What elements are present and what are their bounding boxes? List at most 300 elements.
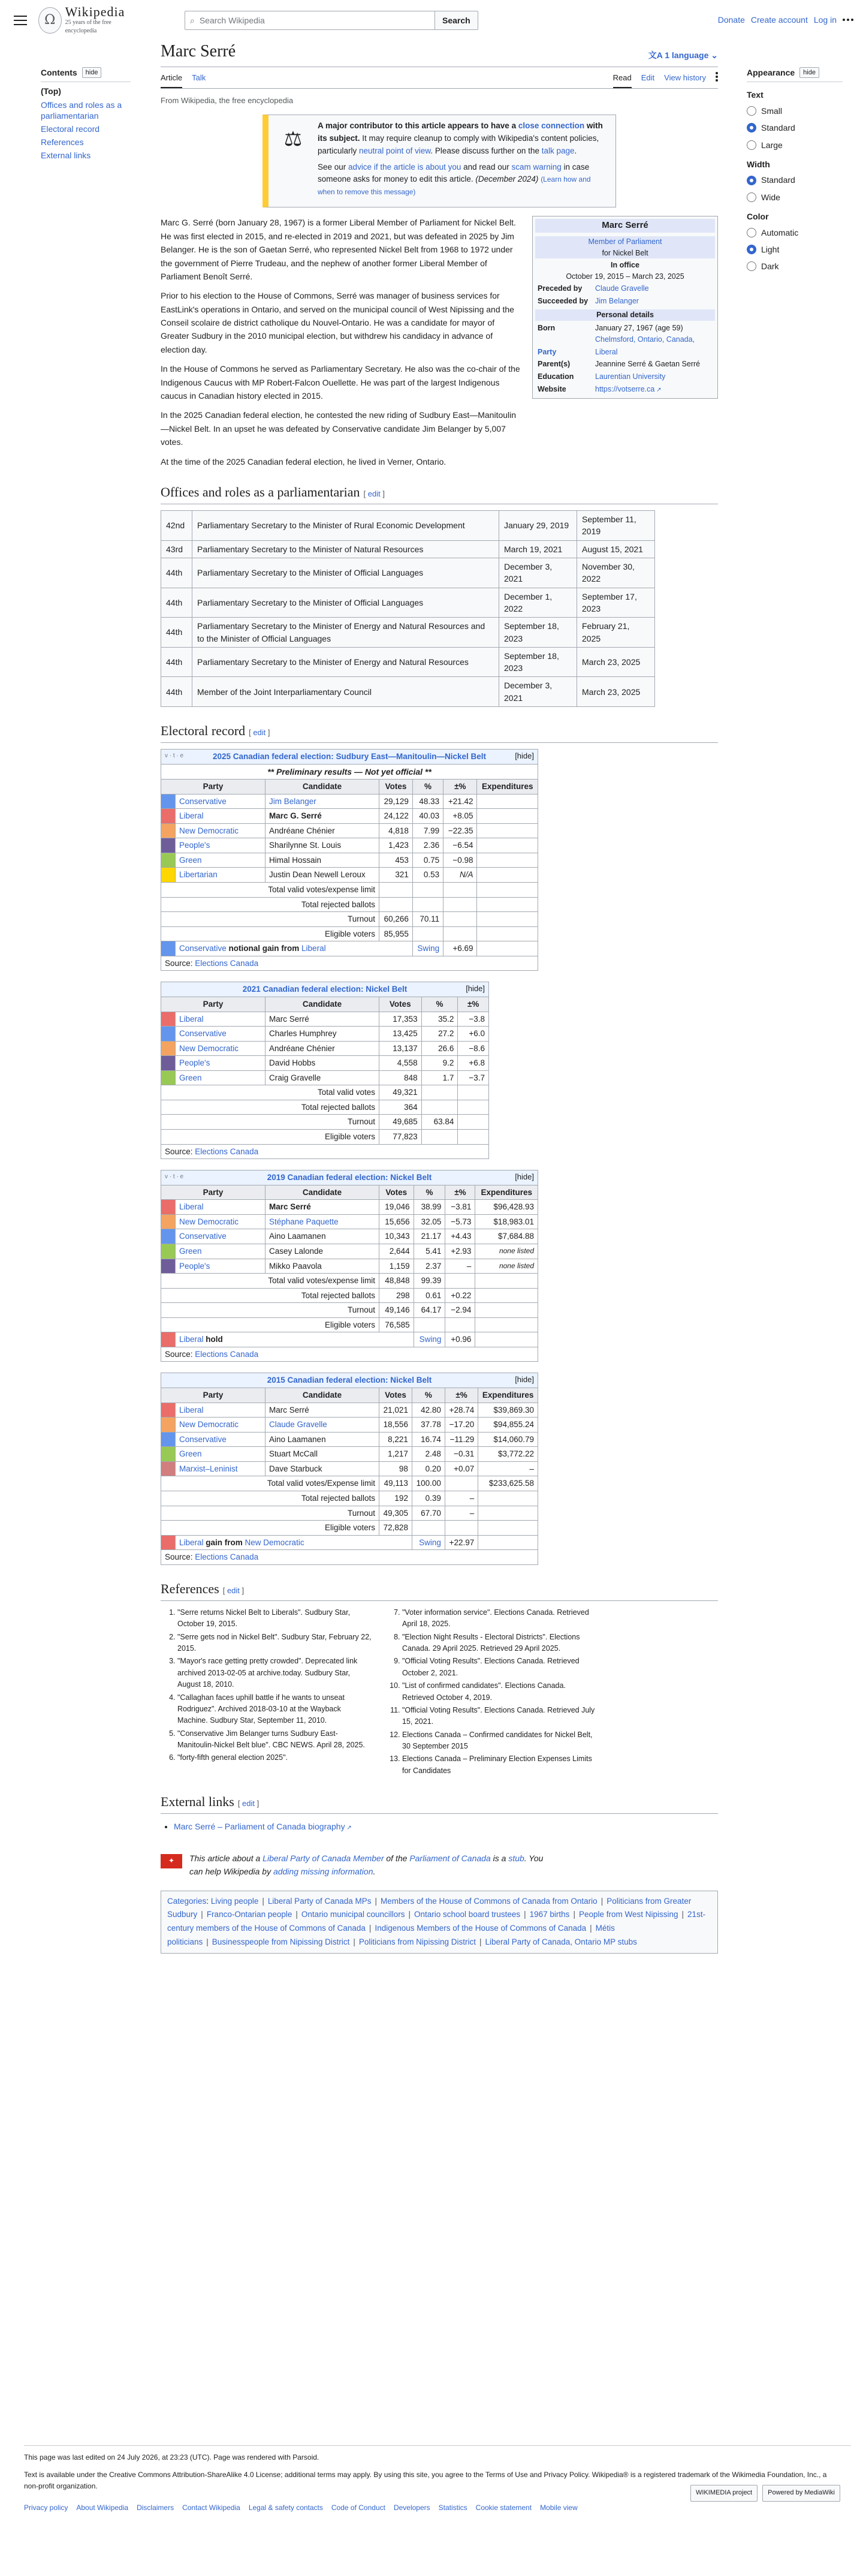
- reference-item: 13. Elections Canada – Preliminary Election Expenses Limits for Candidates: [402, 1753, 598, 1777]
- totals-label: Total rejected ballots: [161, 897, 379, 912]
- pct-cell: 2.37: [414, 1259, 445, 1274]
- party-color-swatch: [161, 1244, 176, 1259]
- expenditure-cell: [475, 1274, 538, 1289]
- votes-cell: 1,159: [379, 1259, 414, 1274]
- expenditure-cell: [475, 1288, 538, 1303]
- category-link[interactable]: Businesspeople from Nipissing District: [212, 1937, 350, 1947]
- table-of-contents: [41, 66, 131, 164]
- column-header: ±%: [445, 1185, 475, 1200]
- chg-cell: −8.6: [458, 1041, 489, 1056]
- expenditure-cell: none listed: [475, 1259, 538, 1274]
- swing-value: +22.97: [445, 1535, 478, 1550]
- party-link[interactable]: Conservative: [179, 796, 227, 806]
- category-link[interactable]: Politicians from Greater Sudbury: [167, 1896, 692, 1919]
- party-cell: [176, 1070, 265, 1085]
- party-link[interactable]: Marxist–Leninist: [179, 1464, 238, 1473]
- more-options-icon[interactable]: [843, 19, 853, 21]
- category-link[interactable]: 1967 births: [529, 1910, 570, 1919]
- born-place[interactable]: Chelmsford, Ontario, Canada,: [595, 335, 695, 344]
- tab-read[interactable]: Read: [613, 72, 632, 88]
- vte-links[interactable]: v · t · e: [165, 753, 184, 760]
- stub-link[interactable]: adding missing information: [273, 1867, 373, 1877]
- source-label: Source:: [165, 1349, 195, 1359]
- width-wide-radio[interactable]: [747, 191, 843, 204]
- votes-cell: 60,266: [379, 912, 413, 927]
- election-caption-row: [161, 982, 489, 997]
- party-link[interactable]: Conservative: [179, 1232, 227, 1241]
- category-separator: |: [590, 1924, 592, 1933]
- search-input[interactable]: [185, 11, 435, 30]
- create-account-link[interactable]: Create account: [750, 15, 808, 25]
- result-party-link[interactable]: New Democratic: [245, 1537, 304, 1547]
- source-label: Source:: [165, 958, 195, 968]
- toc-item-electoral[interactable]: Electoral record: [41, 124, 100, 134]
- text-small-radio[interactable]: [747, 104, 843, 118]
- parliament-bio-link[interactable]: Marc Serré – Parliament of Canada biography ↗: [174, 1822, 352, 1831]
- caption-text[interactable]: 2019 Canadian federal election: Nickel Belt: [267, 1173, 432, 1182]
- vte-links[interactable]: v · t · e: [165, 1173, 184, 1181]
- party-color-swatch: [161, 1070, 176, 1085]
- close-connection-link[interactable]: close connection: [518, 121, 585, 130]
- candidate-cell: Claude Gravelle: [265, 1418, 379, 1433]
- candidate-cell: Marc Serré: [265, 1200, 379, 1215]
- main-menu-icon[interactable]: [12, 13, 29, 28]
- party-link[interactable]: Green: [179, 1246, 202, 1256]
- swing-label[interactable]: Swing: [412, 941, 443, 956]
- result-party-link[interactable]: Liberal: [179, 1335, 204, 1344]
- main-content: [161, 41, 718, 1954]
- votes-cell: 49,305: [379, 1506, 412, 1521]
- footer-link[interactable]: Privacy policy: [24, 2503, 68, 2512]
- education-link[interactable]: Laurentian University: [595, 372, 666, 381]
- radio-label: Wide: [761, 192, 780, 202]
- candidate-cell: Himal Hossain: [265, 853, 379, 868]
- chg-cell: +8.05: [443, 809, 477, 824]
- totals-row: [161, 1521, 538, 1536]
- category-link[interactable]: Métis politicians: [167, 1924, 615, 1947]
- appearance-hide-button[interactable]: hide: [799, 67, 819, 78]
- label: Website: [538, 384, 566, 393]
- votes-cell: 13,137: [379, 1041, 422, 1056]
- party-link[interactable]: Green: [179, 855, 202, 865]
- column-header: %: [421, 997, 458, 1012]
- result-cell: [176, 941, 413, 956]
- chg-cell: [445, 1274, 475, 1289]
- pct-cell: 99.39: [414, 1274, 445, 1289]
- chg-cell: –: [445, 1259, 475, 1274]
- election-table-e2025: [161, 749, 538, 971]
- pct-cell: [412, 926, 443, 941]
- footer-link[interactable]: Disclaimers: [137, 2503, 174, 2512]
- totals-row: [161, 1476, 538, 1491]
- party-link[interactable]: Liberal: [179, 811, 204, 821]
- radio-label: Small: [761, 106, 783, 116]
- office-cell: September 11, 2019: [577, 511, 655, 541]
- chg-cell: [445, 1476, 478, 1491]
- office-cell: August 15, 2021: [577, 540, 655, 558]
- preceded-link[interactable]: Claude Gravelle: [595, 284, 649, 293]
- infobox-office[interactable]: Member of Parliament: [588, 237, 662, 246]
- totals-label: Total valid votes: [161, 1085, 379, 1100]
- tab-article[interactable]: Article: [161, 72, 182, 88]
- scam-warning-link[interactable]: scam warning: [511, 162, 562, 171]
- office-cell: November 30, 2022: [577, 558, 655, 588]
- category-link[interactable]: Liberal Party of Canada MPs: [267, 1896, 372, 1906]
- totals-label: Eligible voters: [161, 1521, 379, 1536]
- source-link[interactable]: Elections Canada: [195, 1146, 259, 1156]
- category-link[interactable]: Indigenous Members of the House of Commons of Canada: [375, 1924, 587, 1933]
- label: Parent(s): [538, 360, 571, 369]
- result-party-link[interactable]: Conservative: [179, 944, 227, 953]
- column-header: Expenditures: [478, 1388, 538, 1403]
- office-cell: September 18, 2023: [499, 647, 577, 677]
- expenditure-cell: $233,625.58: [478, 1476, 538, 1491]
- party-link[interactable]: Liberal: [179, 1405, 204, 1415]
- talk-page-link[interactable]: talk page: [541, 146, 575, 155]
- notice-text-part: See our: [318, 162, 349, 171]
- width-standard-radio[interactable]: [747, 173, 843, 186]
- heading-text: Offices and roles as a parliamentarian: [161, 484, 360, 499]
- votes-cell: 49,113: [379, 1476, 412, 1491]
- hide-table-button[interactable]: [hide]: [466, 984, 485, 994]
- candidate-cell: Jim Belanger: [265, 794, 379, 809]
- source-label: Source:: [165, 1552, 195, 1562]
- wikipedia-logo[interactable]: [38, 5, 134, 35]
- toc-item-external[interactable]: External links: [41, 151, 91, 161]
- votes-cell: 98: [379, 1461, 412, 1476]
- expenditure-cell: $7,684.88: [475, 1229, 538, 1244]
- category-separator: |: [353, 1937, 355, 1947]
- party-link[interactable]: Liberal: [179, 1014, 204, 1024]
- party-link[interactable]: People's: [179, 1261, 210, 1271]
- hide-table-button[interactable]: [hide]: [515, 1375, 534, 1385]
- swing-value: +6.69: [443, 941, 477, 956]
- candidate-cell: David Hobbs: [265, 1056, 379, 1071]
- born-date: January 27, 1967 (age 59): [595, 324, 683, 333]
- votes-cell: 72,828: [379, 1521, 412, 1536]
- party-link[interactable]: Libertarian: [179, 870, 218, 880]
- party-link[interactable]: Conservative: [179, 1434, 227, 1444]
- expenditure-cell: [475, 1317, 538, 1332]
- license-text: Text is available under the Creative Commons Attribution-ShareAlike 4.0 License; additional terms may apply. By using this site, you agree to the Terms of Use and Privacy Policy. Wikipedia® is a registered trademark of the Wikimedia Foundation, Inc., a non-profit organization.: [24, 2470, 827, 2491]
- party-link[interactable]: New Democratic: [179, 1217, 239, 1226]
- chg-cell: −0.98: [443, 853, 477, 868]
- text-standard-radio[interactable]: [747, 121, 843, 134]
- party-link[interactable]: Liberal: [179, 1202, 204, 1212]
- office-cell: 42nd: [161, 511, 192, 541]
- tab-talk[interactable]: Talk: [192, 73, 206, 83]
- scales-icon: ⚖: [283, 127, 303, 151]
- votes-cell: 49,321: [379, 1085, 422, 1100]
- category-link[interactable]: Ontario school board trustees: [414, 1910, 521, 1919]
- category-link[interactable]: 21st-century members of the House of Commons of Canada: [167, 1910, 706, 1933]
- office-cell: December 3, 2021: [499, 677, 577, 707]
- party-color-swatch: [161, 1041, 176, 1056]
- totals-label: Eligible voters: [161, 926, 379, 941]
- notice-text-2: [318, 161, 607, 199]
- chg-cell: [443, 912, 477, 927]
- result-party-link[interactable]: Liberal: [179, 1537, 204, 1547]
- pct-cell: 7.99: [412, 823, 443, 838]
- chg-cell: –: [445, 1506, 478, 1521]
- website-link[interactable]: https://votserre.ca ↗: [595, 384, 662, 395]
- log-in-link[interactable]: Log in: [813, 15, 837, 25]
- expenditure-cell: [477, 883, 538, 898]
- pct-cell: [421, 1130, 458, 1145]
- chg-cell: −11.29: [445, 1432, 478, 1447]
- footer-link[interactable]: Developers: [393, 2503, 430, 2512]
- election-caption: [161, 750, 538, 765]
- section-heading-electoral: Electoral record [ edit ]: [161, 720, 718, 743]
- category-separator: |: [295, 1910, 298, 1919]
- category-separator: |: [369, 1924, 372, 1933]
- column-header: Candidate: [265, 1185, 379, 1200]
- source-row: [161, 1347, 538, 1362]
- source-cell: [161, 956, 538, 971]
- learn-remove-link[interactable]: (Learn how and when to remove this message): [318, 175, 591, 197]
- swing-label[interactable]: Swing: [412, 1535, 445, 1550]
- candidate-cell: Craig Gravelle: [265, 1070, 379, 1085]
- party-cell: [176, 1259, 265, 1274]
- page-title-bar: [161, 41, 718, 67]
- election-caption: [161, 982, 489, 997]
- candidate-cell: Stuart McCall: [265, 1447, 379, 1462]
- search-button[interactable]: Search: [435, 11, 478, 30]
- caption-text[interactable]: 2021 Canadian federal election: Nickel Belt: [242, 985, 408, 994]
- expenditure-cell: –: [478, 1461, 538, 1476]
- category-link[interactable]: Politicians from Nipissing District: [358, 1937, 476, 1947]
- footer-link[interactable]: Contact Wikipedia: [182, 2503, 240, 2512]
- notice-text: [318, 120, 607, 158]
- footer-link[interactable]: Legal & safety contacts: [248, 2503, 323, 2512]
- donate-link[interactable]: Donate: [717, 15, 745, 25]
- party-color-swatch: [161, 1418, 176, 1433]
- tab-edit[interactable]: Edit: [641, 73, 655, 83]
- party-color-swatch: [161, 794, 176, 809]
- election-caption-row: [161, 1170, 538, 1185]
- votes-cell: 18,556: [379, 1418, 412, 1433]
- totals-label: Turnout: [161, 1115, 379, 1130]
- empty-cell: [477, 941, 538, 956]
- candidate-row: [161, 1447, 538, 1462]
- personal-details-header: Personal details: [535, 309, 715, 321]
- edit-section-link[interactable]: edit: [367, 489, 381, 498]
- header-row: [161, 1388, 538, 1403]
- notice-text-part: and read our: [461, 162, 512, 171]
- column-header: %: [412, 780, 443, 795]
- label[interactable]: Party: [538, 347, 557, 356]
- footer-link[interactable]: Statistics: [438, 2503, 467, 2512]
- column-header: Party: [161, 780, 265, 795]
- column-header: Candidate: [265, 997, 379, 1012]
- totals-label: Turnout: [161, 912, 379, 927]
- votes-cell: 19,046: [379, 1200, 414, 1215]
- chg-cell: −3.7: [458, 1070, 489, 1085]
- party-link[interactable]: Liberal: [595, 347, 618, 356]
- hide-table-button[interactable]: [hide]: [515, 751, 534, 761]
- party-cell: [176, 1229, 265, 1244]
- toc-item-offices[interactable]: Offices and roles as a parliamentarian: [41, 100, 122, 121]
- stub-link[interactable]: Liberal Party of Canada Member: [262, 1853, 384, 1863]
- footer-link[interactable]: Cookie statement: [475, 2503, 532, 2512]
- infobox-born: [535, 322, 715, 346]
- notice-text-part: A major contributor to this article appears to have a: [318, 121, 518, 130]
- color-dark-radio[interactable]: [747, 260, 843, 273]
- office-cell: 43rd: [161, 540, 192, 558]
- category-separator: |: [524, 1910, 526, 1919]
- language-button[interactable]: 文A 1 language ⌄: [648, 50, 718, 60]
- party-link[interactable]: New Democratic: [179, 1420, 239, 1430]
- votes-cell: 15,656: [379, 1214, 414, 1229]
- edit-section-link[interactable]: edit: [227, 1585, 240, 1595]
- category-link[interactable]: Ontario municipal councillors: [301, 1910, 405, 1919]
- tab-history[interactable]: View history: [664, 73, 706, 83]
- party-cell: [176, 1403, 265, 1418]
- category-link[interactable]: Living people: [210, 1896, 259, 1906]
- color-automatic-radio[interactable]: [747, 226, 843, 239]
- totals-row: [161, 1491, 538, 1506]
- party-link[interactable]: New Democratic: [179, 826, 239, 835]
- pct-cell: 35.2: [421, 1012, 458, 1027]
- section-heading-offices: Offices and roles as a parliamentarian [ edit ]: [161, 482, 718, 504]
- color-label: Color: [747, 212, 769, 222]
- lead-section: [161, 216, 520, 468]
- category-separator: |: [601, 1896, 604, 1906]
- chg-cell: +4.43: [445, 1229, 475, 1244]
- reference-item: 12. Elections Canada – Confirmed candidates for Nickel Belt, 30 September 2015: [402, 1729, 598, 1753]
- candidate-cell: Aino Laamanen: [265, 1229, 379, 1244]
- chg-cell: +2.93: [445, 1244, 475, 1259]
- totals-label: Total valid votes/Expense limit: [161, 1476, 379, 1491]
- toc-item-references[interactable]: References: [41, 137, 84, 148]
- color-light-radio[interactable]: [747, 243, 843, 256]
- caption-text[interactable]: 2025 Canadian federal election: Sudbury East—Manitoulin—Nickel Belt: [212, 752, 487, 762]
- stub-link[interactable]: Parliament of Canada: [409, 1853, 491, 1863]
- candidate-row: [161, 1214, 538, 1229]
- category-link[interactable]: Members of the House of Commons of Canada from Ontario: [381, 1896, 598, 1906]
- pct-cell: 0.20: [412, 1461, 445, 1476]
- pct-cell: 38.99: [414, 1200, 445, 1215]
- result-party-link[interactable]: Liberal: [301, 944, 326, 953]
- party-color-swatch: [161, 941, 176, 956]
- source-link[interactable]: Elections Canada: [195, 1552, 259, 1562]
- categories-label-link[interactable]: Categories: [167, 1896, 207, 1906]
- article-body: [161, 216, 718, 1954]
- category-separator: |: [262, 1896, 264, 1906]
- election-table-e2021: [161, 982, 489, 1159]
- column-header: ±%: [445, 1388, 478, 1403]
- totals-row: [161, 1115, 489, 1130]
- party-link[interactable]: People's: [179, 1058, 210, 1068]
- candidate-row: [161, 1012, 489, 1027]
- pct-cell: 21.17: [414, 1229, 445, 1244]
- party-link[interactable]: People's: [179, 841, 210, 850]
- footer-link[interactable]: About Wikipedia: [76, 2503, 129, 2512]
- footer-link[interactable]: Code of Conduct: [331, 2503, 385, 2512]
- reference-item: 4. "Callaghan faces uphill battle if he wants to unseat Rodriguez". Archived 2018-03-10 at the Wayback Machine. Sudbury Star, September 11, 2010.: [177, 1692, 373, 1727]
- candidate-cell: Mikko Paavola: [265, 1259, 379, 1274]
- result-cell: [176, 1332, 414, 1347]
- edit-section-link[interactable]: edit: [242, 1799, 255, 1808]
- party-cell: [176, 1027, 265, 1042]
- text-large-radio[interactable]: [747, 139, 843, 152]
- party-link[interactable]: New Democratic: [179, 1043, 239, 1053]
- candidate-row: [161, 1070, 489, 1085]
- mediawiki-badge[interactable]: Powered by MediaWiki: [762, 2485, 840, 2502]
- party-color-swatch: [161, 809, 176, 824]
- chg-cell: −2.94: [445, 1303, 475, 1318]
- party-color-swatch: [161, 868, 176, 883]
- appearance-title: Appearance: [747, 68, 795, 77]
- hide-table-button[interactable]: [hide]: [515, 1172, 534, 1182]
- category-link[interactable]: People from West Nipissing: [578, 1910, 678, 1919]
- tools-menu-icon[interactable]: [716, 72, 718, 88]
- swing-label[interactable]: Swing: [414, 1332, 445, 1347]
- npov-link[interactable]: neutral point of view: [359, 146, 431, 155]
- category-separator: |: [573, 1910, 575, 1919]
- party-link[interactable]: Conservative: [179, 1029, 227, 1039]
- column-header: ±%: [443, 780, 477, 795]
- office-cell: February 21, 2025: [577, 618, 655, 648]
- totals-label: Total rejected ballots: [161, 1491, 379, 1506]
- chg-cell: +6.8: [458, 1056, 489, 1071]
- party-link[interactable]: Green: [179, 1449, 202, 1459]
- expenditure-cell: [477, 926, 538, 941]
- pct-cell: 0.53: [412, 868, 443, 883]
- category-link[interactable]: Franco-Ontarian people: [206, 1910, 292, 1919]
- reference-item: 1. "Serre returns Nickel Belt to Liberals". Sudbury Star, October 19, 2015.: [177, 1607, 373, 1630]
- label: Born: [538, 324, 556, 333]
- label: Education: [538, 372, 574, 381]
- expenditure-cell: $94,855.24: [478, 1418, 538, 1433]
- stub-link[interactable]: stub: [508, 1853, 524, 1863]
- party-color-swatch: [161, 1432, 176, 1447]
- heading-text: References: [161, 1581, 219, 1596]
- heading-text: Electoral record: [161, 723, 246, 739]
- column-header: Expenditures: [475, 1185, 538, 1200]
- empty-cell: [475, 1332, 538, 1347]
- succeeded-link[interactable]: Jim Belanger: [595, 296, 639, 305]
- footer-link[interactable]: Mobile view: [540, 2503, 578, 2512]
- category-separator: |: [479, 1937, 482, 1947]
- candidate-row: [161, 1027, 489, 1042]
- result-cell: [176, 1535, 412, 1550]
- wikimedia-badge[interactable]: WIKIMEDIA project: [690, 2485, 758, 2502]
- edit-section-link[interactable]: edit: [253, 728, 266, 738]
- offices-table: [161, 510, 655, 707]
- column-header: Votes: [379, 1388, 412, 1403]
- totals-label: Turnout: [161, 1303, 379, 1318]
- caption-text[interactable]: 2015 Canadian federal election: Nickel Belt: [267, 1376, 432, 1385]
- totals-row: [161, 883, 538, 898]
- expenditure-cell: [478, 1491, 538, 1506]
- toc-hide-button[interactable]: hide: [82, 67, 102, 78]
- candidate-row: [161, 809, 538, 824]
- category-link[interactable]: Liberal Party of Canada, Ontario MP stubs: [485, 1937, 637, 1947]
- source-link[interactable]: Elections Canada: [195, 958, 259, 968]
- office-cell: 44th: [161, 558, 192, 588]
- totals-row: [161, 1303, 538, 1318]
- party-link[interactable]: Green: [179, 1073, 202, 1082]
- pct-cell: 27.2: [421, 1027, 458, 1042]
- toc-item-top[interactable]: (Top): [41, 86, 61, 97]
- advice-link[interactable]: advice if the article is about you: [348, 162, 461, 171]
- votes-cell: 49,685: [379, 1115, 422, 1130]
- election-table-e2015: [161, 1373, 538, 1564]
- party-color-swatch: [161, 853, 176, 868]
- source-link[interactable]: Elections Canada: [195, 1349, 259, 1359]
- candidate-row: [161, 823, 538, 838]
